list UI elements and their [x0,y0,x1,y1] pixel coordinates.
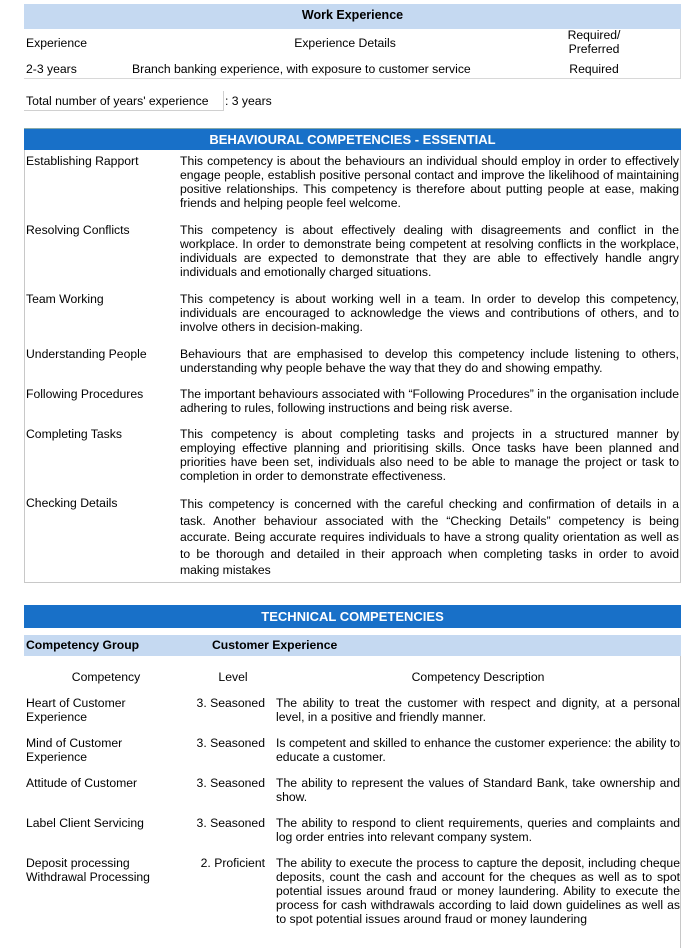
tc-row-name: Attitude of Customer [26,776,138,790]
bc-text: The important behaviours associated with “Following Procedures” in the organisation include adhering to rules, following instructions and being risk averse. [180,387,679,416]
bc-text: This competency is about working well in a team. In order to develop this competency, individuals are encouraged to acknowledge the views and contributions of others, and to involve others in decision-making. [180,292,679,335]
we-header-required: Required/ Preferred [567,28,621,56]
bc-text: This competency is about completing tasks and projects in a structured manner by employing effective planning and prioritising skills. Once tasks have been planned and priorities have been set, individuals also need to be able to manage the project or task to completion in order to demonstrate effectiveness. [180,427,679,484]
bc-name: Following Procedures [26,387,144,401]
bc-text: This competency is concerned with the careful checking and confirmation of details in a task. Another behaviour associated with the “Checking Details” competency is being accurate. Being accurate requires individuals to have a strong quality orientation as well as to be thorough and detailed in their approach when completing tasks in order to avoid making mistakes [180,497,679,578]
bc-text: This competency is about effectively dealing with disagreements and conflict in the workplace. In order to demonstrate being competent at resolving conflicts in the workplace, individuals are expected to demonstrate that they are able to effectively handle angry individuals and emotionally charged situations. [180,223,679,280]
bc-name: Checking Details [26,496,118,510]
tc-row-name: Mind of Customer Experience [26,736,123,764]
tc-row-level: 2. Proficient [200,856,265,870]
bc-name: Completing Tasks [26,427,122,441]
bc-name: Establishing Rapport [26,154,139,168]
tc-row-desc: The ability to treat the customer with respect and dignity, at a personal level, in a positive and friendly manner. [276,696,680,725]
tc-row-level: 3. Seasoned [196,816,265,830]
we-row-required: Required [569,62,619,76]
tc-row-level: 3. Seasoned [196,736,265,750]
total-experience-label: Total number of years' experience [26,94,209,108]
tc-row-desc: The ability to respond to client requirements, queries and complaints and log order entries into relevant company system. [276,816,680,845]
tc-row-name: Label Client Servicing [26,816,144,830]
tc-header-level: Level [218,670,248,684]
bc-text: Behaviours that are emphasised to develop this competency include listening to others, understanding why people behave the way that they do and showing empathy. [180,347,679,376]
behavioural-title: BEHAVIOURAL COMPETENCIES - ESSENTIAL [24,128,681,150]
bc-name: Resolving Conflicts [26,223,130,237]
we-header-details: Experience Details [294,36,396,50]
competency-group-label: Competency Group [26,638,140,652]
tc-row-desc: The ability to execute the process to capture the deposit, including cheque deposits, count the cash and account for the cheques as well as to spot potential issues around fraud or money laundering. Ability to execute the process for cash withdrawals according to laid down guidelines as well as to spot potential issues around fraud or money laundering [276,856,680,927]
work-experience-title: Work Experience [24,4,681,29]
bc-text: This competency is about the behaviours an individual should employ in order to effectively engage people, establish positive personal contact and improve the likelihood of maintaining positive relationships. This competency is therefore about putting people at ease, making friends and helping people feel welcome. [180,154,679,211]
we-row-details: Branch banking experience, with exposure to customer service [132,62,471,76]
competency-group-value: Customer Experience [212,638,338,652]
bc-name: Understanding People [26,347,147,361]
tc-row-level: 3. Seasoned [196,776,265,790]
tc-header-competency: Competency [71,670,141,684]
tc-row-name: Deposit processing Withdrawal Processing [26,856,150,884]
competency-group-row [24,635,681,656]
bc-name: Team Working [26,292,104,306]
we-row-experience: 2-3 years [26,62,77,76]
tc-row-level: 3. Seasoned [196,696,265,710]
tc-row-name: Heart of Customer Experience [26,696,126,724]
total-experience-value: : 3 years [225,94,272,108]
we-header-experience: Experience [26,36,87,50]
technical-title: TECHNICAL COMPETENCIES [24,605,681,628]
tc-header-description: Competency Description [411,670,545,684]
tc-row-desc: Is competent and skilled to enhance the customer experience: the ability to educate a customer. [276,736,680,765]
tc-row-desc: The ability to represent the values of Standard Bank, take ownership and show. [276,776,680,805]
